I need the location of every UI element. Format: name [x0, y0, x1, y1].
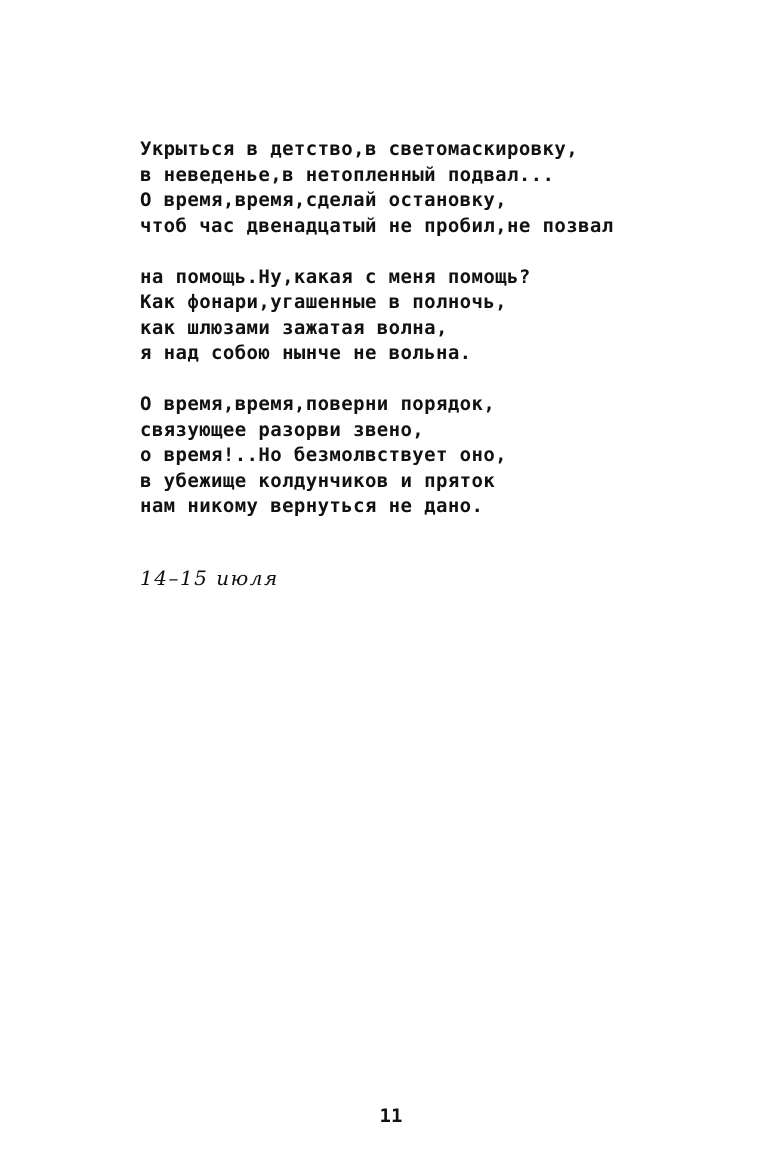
- page-number: 11: [379, 1105, 403, 1127]
- poem-line: как шлюзами зажатая волна,: [140, 316, 448, 339]
- poem-line: Укрыться в детство,в светомаскировку,: [140, 138, 579, 160]
- poem-line: О время,время,поверни порядок,: [140, 393, 496, 415]
- poem-line: чтоб час двенадцатый не пробил,не позвал: [140, 214, 614, 237]
- poem-line: связующее разорви звено,: [140, 418, 425, 441]
- poem-line: О время,время,сделай остановку,: [140, 189, 508, 211]
- stanza-2: [140, 265, 760, 367]
- poem-line: на помощь.Ну,какая с меня помощь?: [140, 265, 531, 288]
- poem-date: 14–15 июля: [140, 566, 279, 590]
- stanza-1: [140, 137, 760, 239]
- poem-line: в неведенье,в нетопленный подвал...: [140, 163, 555, 186]
- stanza-3: [140, 392, 760, 520]
- poem-line: в убежище колдунчиков и пряток: [140, 469, 496, 492]
- poem: [140, 137, 760, 545]
- poem-line: я над собою нынче не вольна.: [140, 342, 472, 364]
- poem-line: о время!..Но безмолвствует оно,: [140, 444, 508, 466]
- poem-line: нам никому вернуться не дано.: [140, 495, 484, 517]
- poem-line: Как фонари,угашенные в полночь,: [140, 291, 508, 313]
